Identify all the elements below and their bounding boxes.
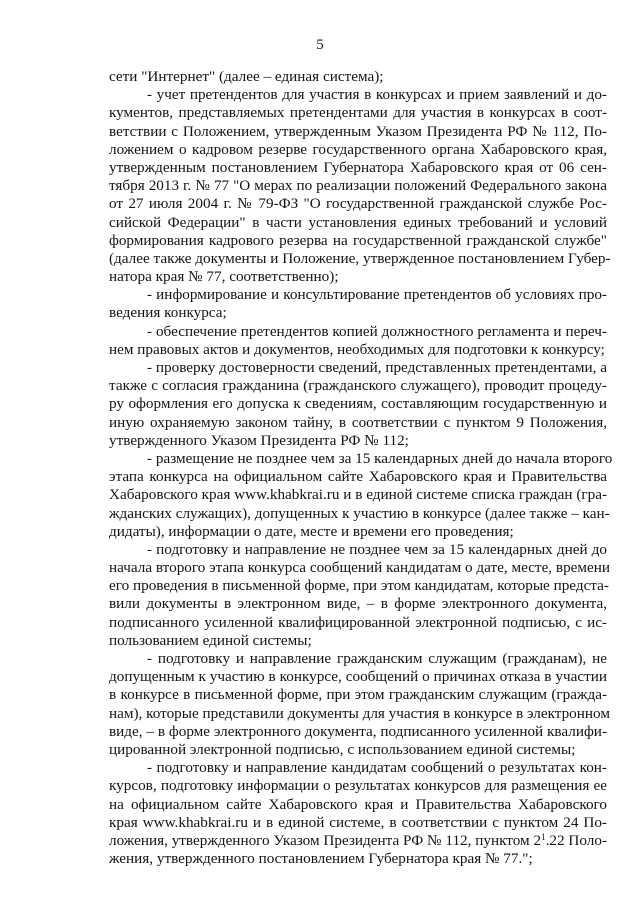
text-line-content: - учет претендентов для участия в конкурсах и прием заявлений и до- — [147, 86, 607, 104]
text-line-content: ложением о кадровом резерве государственного органа Хабаровского края, — [109, 140, 607, 158]
text-line — [109, 759, 607, 777]
text-line — [109, 777, 607, 795]
text-line-content: от 27 июля 2004 г. № 79-ФЗ "О государственной гражданской службе Рос- — [109, 195, 607, 213]
text-line — [109, 650, 607, 668]
text-line-content: - подготовку и направление гражданским служащим (гражданам), не — [147, 650, 607, 667]
text-line-content: кументов, представляемых претендентами для участия в конкурсах в соот- — [109, 104, 607, 122]
text-line-content: ведения конкурса; — [109, 304, 227, 322]
text-line — [109, 195, 607, 213]
text-line-content: ложения, утвержденного Указом Президента РФ № 112, пунктом 2 — [109, 831, 542, 849]
text-line-content: в конкурсе в письменной форме, при этом гражданским служащим (гражда- — [109, 686, 607, 704]
text-line — [109, 414, 607, 432]
text-line-content: жданских служащих), допущенных к участию в конкурсе (далее также – кан- — [109, 504, 610, 522]
text-line-content: натора края № 77, соответственно); — [109, 268, 339, 286]
text-line-content: курсов, подготовку информации о результатах конкурсов для размещения ее — [109, 777, 607, 795]
text-line-content: (далее также документы и Положение, утвержденное постановлением Губер- — [109, 249, 611, 267]
text-line-content: - проверку достоверности сведений, представленных претендентами, а — [147, 359, 607, 376]
text-line-content: начала второго этапа конкурса сообщений кандидатам о дате, месте, времени — [109, 559, 611, 577]
text-line — [109, 504, 610, 523]
text-line — [109, 850, 607, 868]
text-line — [109, 214, 607, 232]
text-line-content: - информирование и консультирование претендентов об условиях про- — [147, 286, 607, 304]
text-line-content: цированной электронной подписью, с использованием единой системы; — [109, 740, 576, 758]
text-line-content: - обеспечение претендентов копией должностного регламента и переч- — [147, 322, 607, 340]
text-line — [109, 814, 607, 832]
text-line — [109, 104, 607, 122]
text-line-content: нем правовых актов и документов, необходимых для подготовки к конкурсу; — [109, 340, 605, 358]
text-line-content: вили документы в электронном виде, – в форме электронного документа, — [109, 595, 607, 613]
text-line — [109, 177, 607, 195]
text-line-content: сети "Интернет" (далее – единая система); — [109, 68, 384, 85]
text-line — [109, 432, 607, 450]
text-line-content: этапа конкурса на официальном сайте Хабаровского края и Правительства — [109, 468, 607, 486]
text-line — [109, 559, 611, 577]
text-line — [109, 796, 607, 814]
text-line — [109, 832, 607, 850]
text-line — [109, 249, 611, 268]
text-line — [109, 304, 607, 322]
text-line — [109, 232, 607, 250]
text-line-content: также с согласия гражданина (гражданского служащего), проводит процеду- — [109, 377, 607, 395]
text-line — [109, 541, 607, 559]
text-line-content: Хабаровского края www.khabkrai.ru и в единой системе списка граждан (гра- — [109, 486, 607, 504]
text-line-content: виде, – в форме электронного документа, подписанного усиленной квалифи- — [109, 722, 607, 740]
text-line-content: тября 2013 г. № 77 "О мерах по реализации положений Федерального закона — [109, 177, 607, 195]
text-line — [109, 577, 607, 595]
text-line-content: утвержденным постановлением Губернатора Хабаровского края от 06 сен- — [109, 158, 607, 176]
text-line — [109, 395, 607, 413]
text-line — [109, 286, 607, 304]
text-line-content: дидаты), информации о дате, месте и времени его проведения; — [109, 522, 514, 540]
text-line — [109, 723, 607, 741]
text-line — [109, 468, 607, 486]
text-line — [109, 632, 607, 650]
text-line-continuation: .22 Поло- — [545, 831, 608, 849]
text-line-content: сийской Федерации" в части установления единых требований и условий — [109, 213, 607, 231]
text-line — [109, 686, 607, 704]
text-line — [109, 595, 607, 613]
text-line-content: - размещение не позднее чем за 15 календарных дней до начала второго — [147, 449, 613, 467]
text-line — [109, 68, 607, 86]
text-line-content: пользованием единой системы; — [109, 631, 312, 649]
text-line — [109, 141, 607, 159]
superscript: 1 — [541, 831, 546, 842]
text-line — [109, 323, 607, 341]
text-line-content: ру оформления его допуска к сведениям, составляющим государственную и — [109, 395, 607, 413]
text-line-content: жения, утвержденного постановлением Губернатора края № 77."; — [109, 850, 533, 868]
text-line — [109, 449, 613, 468]
text-line-content: - подготовку и направление кандидатам сообщений о результатах кон- — [147, 759, 607, 777]
text-line-content: иную охраняемую законом тайну, в соответствии с пунктом 9 Положения, — [109, 413, 607, 431]
text-line — [109, 86, 607, 104]
text-line — [109, 341, 607, 359]
text-line-content: на официальном сайте Хабаровского края и Правительства Хабаровского — [109, 795, 607, 813]
text-line-content: нам), которые представили документы для участия в конкурсе в электронном — [109, 704, 610, 722]
document-body — [109, 68, 613, 868]
text-line — [109, 159, 607, 177]
text-line — [109, 668, 607, 686]
text-line — [109, 359, 607, 377]
text-line-content: утвержденного Указом Президента РФ № 112; — [109, 431, 409, 449]
text-line-content: ветствии с Положением, утвержденным Указом Президента РФ № 112, По- — [109, 122, 607, 140]
page-number: 5 — [316, 37, 324, 53]
text-line — [109, 741, 607, 759]
text-line — [109, 486, 607, 504]
text-line-content: подписанного усиленной квалифицированной электронной подписью, с ис- — [109, 613, 607, 631]
text-line — [109, 268, 607, 286]
text-line — [109, 123, 607, 141]
text-line — [109, 377, 607, 395]
text-line — [109, 614, 607, 632]
text-line-content: - подготовку и направление не позднее чем за 15 календарных дней до — [147, 540, 607, 558]
text-line-content: допущенным к участию в конкурсе, сообщений о причинах отказа в участии — [109, 668, 607, 686]
text-line — [109, 704, 610, 723]
text-line — [109, 523, 607, 541]
text-line-content: края www.khabkrai.ru и в единой системе, в соответствии с пунктом 24 По- — [109, 813, 607, 831]
text-line-content: его проведения в письменной форме, при этом кандидатам, которые предста- — [109, 577, 609, 595]
text-line-content: формирования кадрового резерва на государственной гражданской службе" — [109, 231, 607, 249]
